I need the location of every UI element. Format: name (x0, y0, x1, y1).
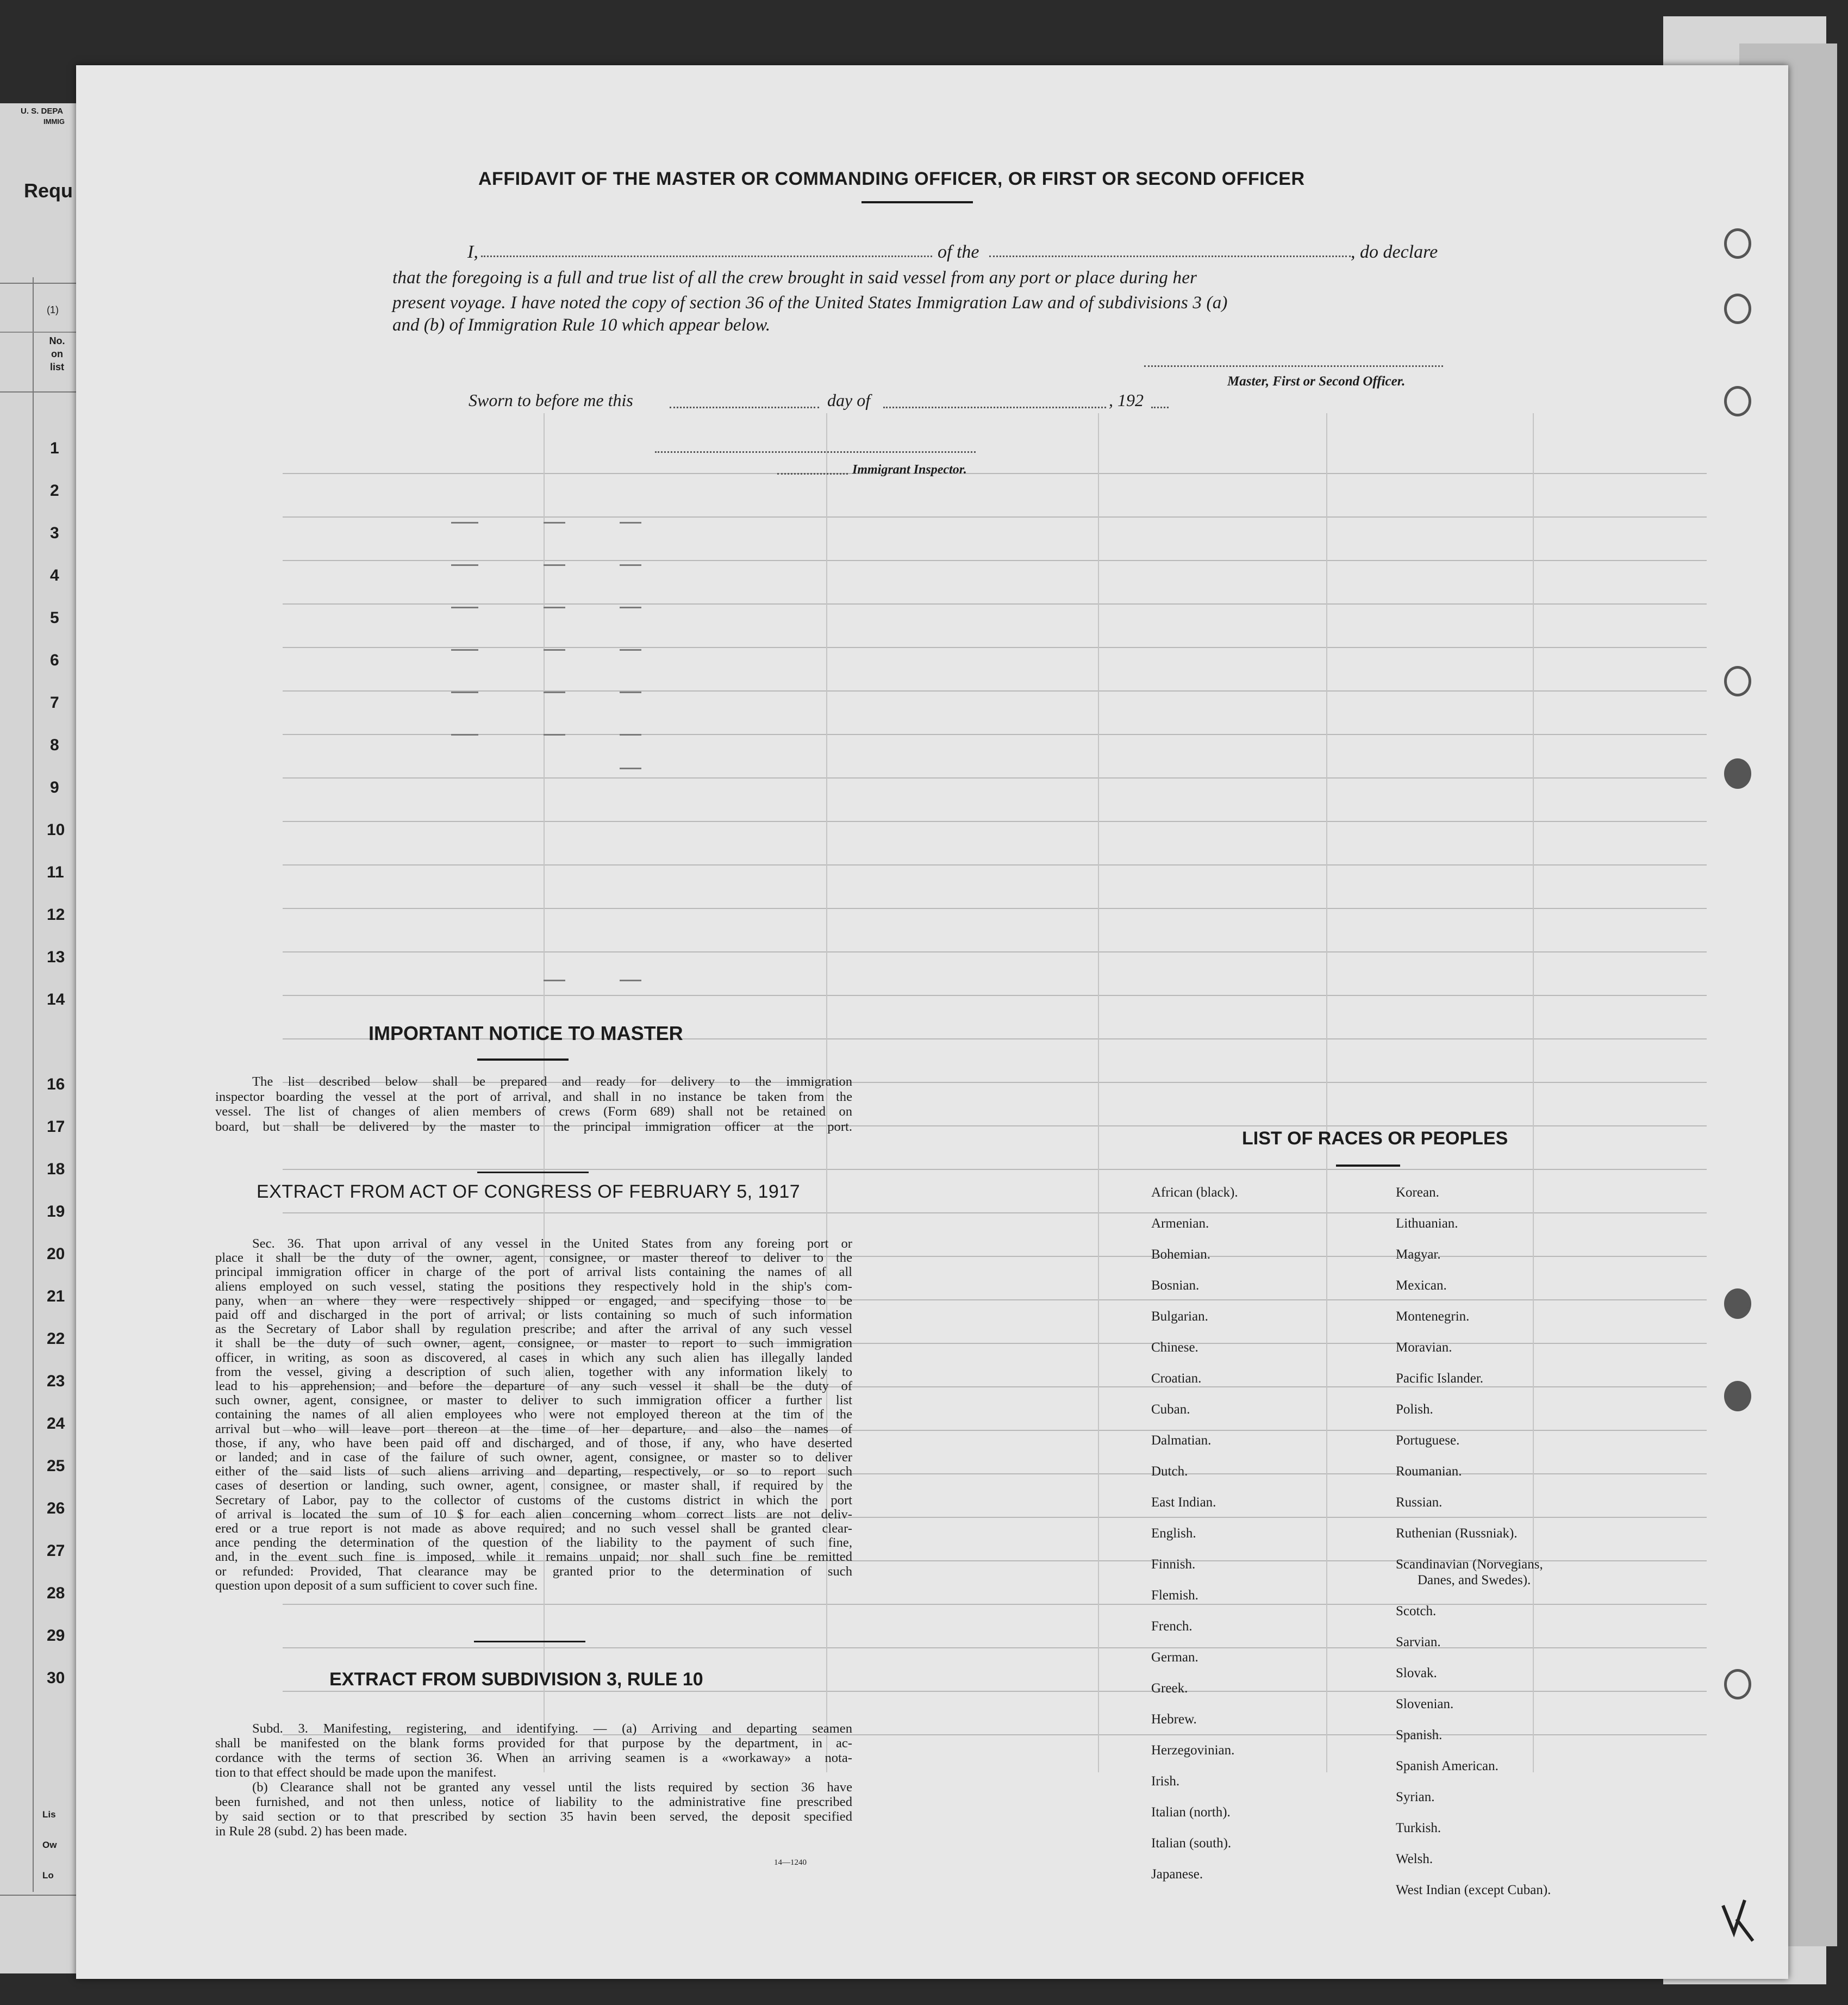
day-of-label: day of (827, 390, 871, 410)
race-item: Sarvian. (1396, 1635, 1441, 1649)
name-blank[interactable] (481, 256, 932, 257)
inspector-signature-blank[interactable] (655, 451, 976, 453)
race-item: Roumanian. (1396, 1464, 1462, 1479)
row-number: 11 (47, 863, 64, 881)
rule-line: shall be manifested on the blank forms provided for that purpose by the department, in ac- (215, 1736, 852, 1751)
row-number: 19 (47, 1203, 65, 1221)
race-item: English. (1151, 1526, 1196, 1541)
row-number: 25 (47, 1457, 65, 1475)
race-item: Danes, and Swedes). (1418, 1573, 1531, 1587)
act-line: and, in the event such fine is imposed, while it remains unpaid; nor shall such fine be remitted (215, 1549, 852, 1565)
row-number: 10 (47, 821, 65, 839)
races-title: LIST OF RACES OR PEOPLES (1242, 1128, 1508, 1149)
races-title-rule (1336, 1165, 1400, 1167)
rule-line: by said section or to that prescribed by section 35 havin been served, the deposit specified (215, 1809, 852, 1824)
row-number: 1 (50, 439, 59, 457)
act-line: place it shall be the duty of the owner, agent, consignee, or master thereof to deliver to the (215, 1250, 852, 1266)
act-line: such owner, agent, consignee, or master to deliver to such immigration officer a further list (215, 1393, 852, 1408)
race-item: Flemish. (1151, 1588, 1198, 1603)
race-item: Slovak. (1396, 1666, 1437, 1680)
act-line: or refunded: Provided, That clearance may be granted prior to the determination of such (215, 1564, 852, 1579)
strip-foot-2: Ow (42, 1840, 57, 1850)
notice-title-rule (477, 1058, 569, 1061)
race-item: Polish. (1396, 1402, 1433, 1417)
affidavit-text-1: that the foregoing is a full and true list of all the crew brought in said vessel from any port or place during her (392, 268, 1197, 288)
notice-title: IMPORTANT NOTICE TO MASTER (369, 1022, 683, 1044)
race-item: Welsh. (1396, 1852, 1433, 1866)
act-line: containing the names of all alien employees who were not employed thereon at the tim of the (215, 1407, 852, 1422)
master-label: Master, First or Second Officer. (1227, 374, 1406, 389)
row-number: 5 (50, 609, 59, 627)
act-line: cases of desertion or landing, such owner, agent, consignee, or master shall, if required by the (215, 1478, 852, 1493)
race-item: East Indian. (1151, 1495, 1216, 1510)
row-number: 30 (47, 1669, 65, 1687)
act-line: or landed; and in case of the failure of such owner, agent, consignee, or master so to deliver (215, 1450, 852, 1465)
handwritten-check-mark (1718, 1895, 1761, 1944)
race-item: Syrian. (1396, 1790, 1435, 1804)
row-number: 20 (47, 1245, 65, 1263)
row-number: 21 (47, 1287, 65, 1305)
race-item: Spanish. (1396, 1728, 1443, 1742)
rule-line: Subd. 3. Manifesting, registering, and identifying. — (a) Arriving and departing seamen (252, 1721, 852, 1736)
race-item: Spanish American. (1396, 1759, 1499, 1773)
race-item: Lithuanian. (1396, 1216, 1458, 1231)
rule-line: in Rule 28 (subd. 2) has been made. (215, 1824, 408, 1839)
master-signature-blank[interactable] (1144, 365, 1443, 367)
act-line: question upon deposit of a sum sufficient to cover such fine. (215, 1578, 538, 1593)
strip-req: Requ (24, 179, 73, 202)
notice-line: The list described below shall be prepared and ready for delivery to the immigration (252, 1074, 852, 1089)
of-the-label: of the (938, 242, 979, 262)
race-item: Irish. (1151, 1774, 1180, 1789)
row-number: 27 (47, 1542, 65, 1560)
row-number: 14 (47, 991, 65, 1008)
race-item: Slovenian. (1396, 1697, 1454, 1711)
sworn-day-blank[interactable] (670, 407, 819, 408)
notice-line: board, but shall be delivered by the master to the principal immigration officer at the port. (215, 1119, 852, 1134)
act-line: Secretary of Labor, pay to the collector of customs of the customs district in which the port (215, 1492, 852, 1508)
race-item: Hebrew. (1151, 1712, 1197, 1727)
notice-line: inspector boarding the vessel at the port of arrival, and shall in no instance be taken from the (215, 1089, 852, 1104)
race-item: Ruthenian (Russniak). (1396, 1526, 1518, 1541)
act-line: officer, in writing, as soon as discovered, al cases in which any such alien has illegally landed (215, 1350, 852, 1365)
act-line: ance pending the determination of the question of the liability to the payment of such fine, (215, 1535, 852, 1551)
affidavit-i-label: I, (467, 242, 478, 262)
race-item: Scotch. (1396, 1604, 1437, 1618)
race-item: Moravian. (1396, 1340, 1452, 1355)
race-item: African (black). (1151, 1185, 1238, 1200)
race-item: French. (1151, 1619, 1193, 1634)
row-number: 12 (47, 906, 65, 924)
race-item: Herzegovinian. (1151, 1743, 1235, 1758)
inspector-label: Immigrant Inspector. (852, 463, 967, 477)
strip-col-label: No. on list (49, 335, 65, 372)
rule-line: been furnished, and not then unless, notice of liability to the administrative fine prescribed (215, 1795, 852, 1809)
strip-foot-3: Lo (42, 1870, 54, 1881)
do-declare-label: , do declare (1351, 242, 1438, 262)
strip-header-2: IMMIG (43, 117, 65, 126)
race-item: Mexican. (1396, 1278, 1447, 1293)
crew-list-back-page (76, 65, 1788, 1979)
act-line: of arrival is located the sum of 10 $ for each alien concerning whom correct lists are not deliv- (215, 1506, 852, 1522)
act-line: those, if any, who have been paid off and discharged, and of those, if any, who have deserted (215, 1435, 852, 1450)
race-item: Korean. (1396, 1185, 1439, 1200)
act-line: from the vessel, giving a description of such alien, together with any information likely to (215, 1364, 852, 1379)
race-item: Armenian. (1151, 1216, 1209, 1231)
vessel-blank[interactable] (989, 256, 1351, 257)
race-item: Chinese. (1151, 1340, 1198, 1355)
act-line: it shall be the duty of such owner, agent, consignee, or master to report to such immigration (215, 1336, 852, 1351)
row-number: 17 (47, 1118, 65, 1136)
left-strip (0, 103, 82, 1973)
affidavit-title: AFFIDAVIT OF THE MASTER OR COMMANDING OFFICER, OR FIRST OR SECOND OFFICER (478, 169, 1305, 189)
race-item: Pacific Islander. (1396, 1371, 1484, 1386)
row-number: 3 (50, 524, 59, 542)
row-number: 2 (50, 482, 59, 500)
race-item: Italian (north). (1151, 1805, 1231, 1820)
race-item: Dalmatian. (1151, 1433, 1212, 1448)
strip-foot-1: Lis (42, 1809, 56, 1820)
race-item: Turkish. (1396, 1821, 1441, 1835)
sworn-label: Sworn to before me this (469, 390, 633, 410)
act-line: aliens employed on such vessel, stating the positions they respectively hold in the ship's com- (215, 1279, 852, 1294)
row-number: 28 (47, 1584, 65, 1602)
act-line: ered or a true report is not made as above required; and no such vessel shall be granted clear- (215, 1521, 852, 1536)
extract-act-title: EXTRACT FROM ACT OF CONGRESS OF FEBRUARY 5, 1917 (257, 1181, 801, 1202)
rule-line: tion to that effect should be made upon the manifest. (215, 1765, 497, 1780)
form-number: 14—1240 (774, 1858, 807, 1867)
row-number: 16 (47, 1075, 65, 1093)
act-line: as the Secretary of Labor shall by regulation prescribe; and after the arrival of any such vessel (215, 1322, 852, 1337)
race-item: Bulgarian. (1151, 1309, 1208, 1324)
row-number: 6 (50, 651, 59, 669)
extract-rule-title: EXTRACT FROM SUBDIVISION 3, RULE 10 (329, 1669, 703, 1690)
strip-col-no: (1) (47, 304, 59, 315)
act-line: lead to his apprehension; and before the departure of any such vessel it shall be the duty of (215, 1379, 852, 1393)
affidavit-text-3: and (b) of Immigration Rule 10 which appear below. (392, 315, 771, 335)
race-item: Bohemian. (1151, 1247, 1211, 1262)
race-item: Magyar. (1396, 1247, 1441, 1262)
row-number: 26 (47, 1499, 65, 1517)
act-line: Sec. 36. That upon arrival of any vessel in the United States from any foreing port or (252, 1236, 852, 1251)
row-number: 22 (47, 1330, 65, 1348)
race-item: Greek. (1151, 1681, 1188, 1696)
race-item: Italian (south). (1151, 1836, 1232, 1851)
race-item: Scandinavian (Norvegians, (1396, 1557, 1543, 1572)
row-number: 29 (47, 1627, 65, 1645)
row-number: 8 (50, 736, 59, 754)
race-item: Dutch. (1151, 1464, 1188, 1479)
race-item: Russian. (1396, 1495, 1443, 1510)
row-number: 23 (47, 1372, 65, 1390)
row-number: 9 (50, 779, 59, 796)
year-blank[interactable] (1151, 407, 1169, 408)
rule-line: cordance with the terms of section 36. When an arriving seamen is a «workaway» a nota- (215, 1751, 852, 1765)
act-line: arrival but who will leave port thereon at the time of her departure, and also the names of (215, 1421, 852, 1436)
notice-line: vessel. The list of changes of alien members of crews (Form 689) shall not be retained on (215, 1104, 852, 1119)
rule-line: (b) Clearance shall not be granted any vessel until the lists required by section 36 have (252, 1780, 852, 1795)
act-line: pany, when an where they were respectively shipped or engaged, and specifying those to be (215, 1293, 852, 1308)
race-item: Montenegrin. (1396, 1309, 1470, 1324)
race-item: Croatian. (1151, 1371, 1202, 1386)
sworn-month-blank[interactable] (883, 407, 1106, 408)
row-number: 4 (50, 566, 59, 584)
extract-act-top-rule (477, 1172, 589, 1173)
race-item: Portuguese. (1396, 1433, 1460, 1448)
row-number: 13 (47, 948, 65, 966)
act-line: principal immigration officer in charge of the port of arrival lists containing the names of all (215, 1265, 852, 1280)
race-item: German. (1151, 1650, 1198, 1665)
row-number: 24 (47, 1415, 65, 1433)
year-label: , 192 (1109, 390, 1144, 410)
strip-header: U. S. DEPA (21, 107, 64, 116)
race-item: Bosnian. (1151, 1278, 1200, 1293)
race-item: Finnish. (1151, 1557, 1196, 1572)
row-number: 18 (47, 1160, 65, 1178)
affidavit-title-rule (861, 201, 973, 203)
act-line: either of the said lists of such aliens arriving and departing, respectively, or so to report such (215, 1464, 852, 1479)
race-item: West Indian (except Cuban). (1396, 1883, 1551, 1897)
race-item: Cuban. (1151, 1402, 1190, 1417)
race-item: Japanese. (1151, 1867, 1203, 1882)
extract-act-bottom-rule (474, 1641, 585, 1642)
row-number: 7 (50, 694, 59, 712)
act-line: paid off and discharged in the port of arrival; or lists containing so much of such information (215, 1307, 852, 1322)
affidavit-text-2: present voyage. I have noted the copy of section 36 of the United States Immigration Law and of subdivisions 3 (a) (392, 293, 1228, 313)
